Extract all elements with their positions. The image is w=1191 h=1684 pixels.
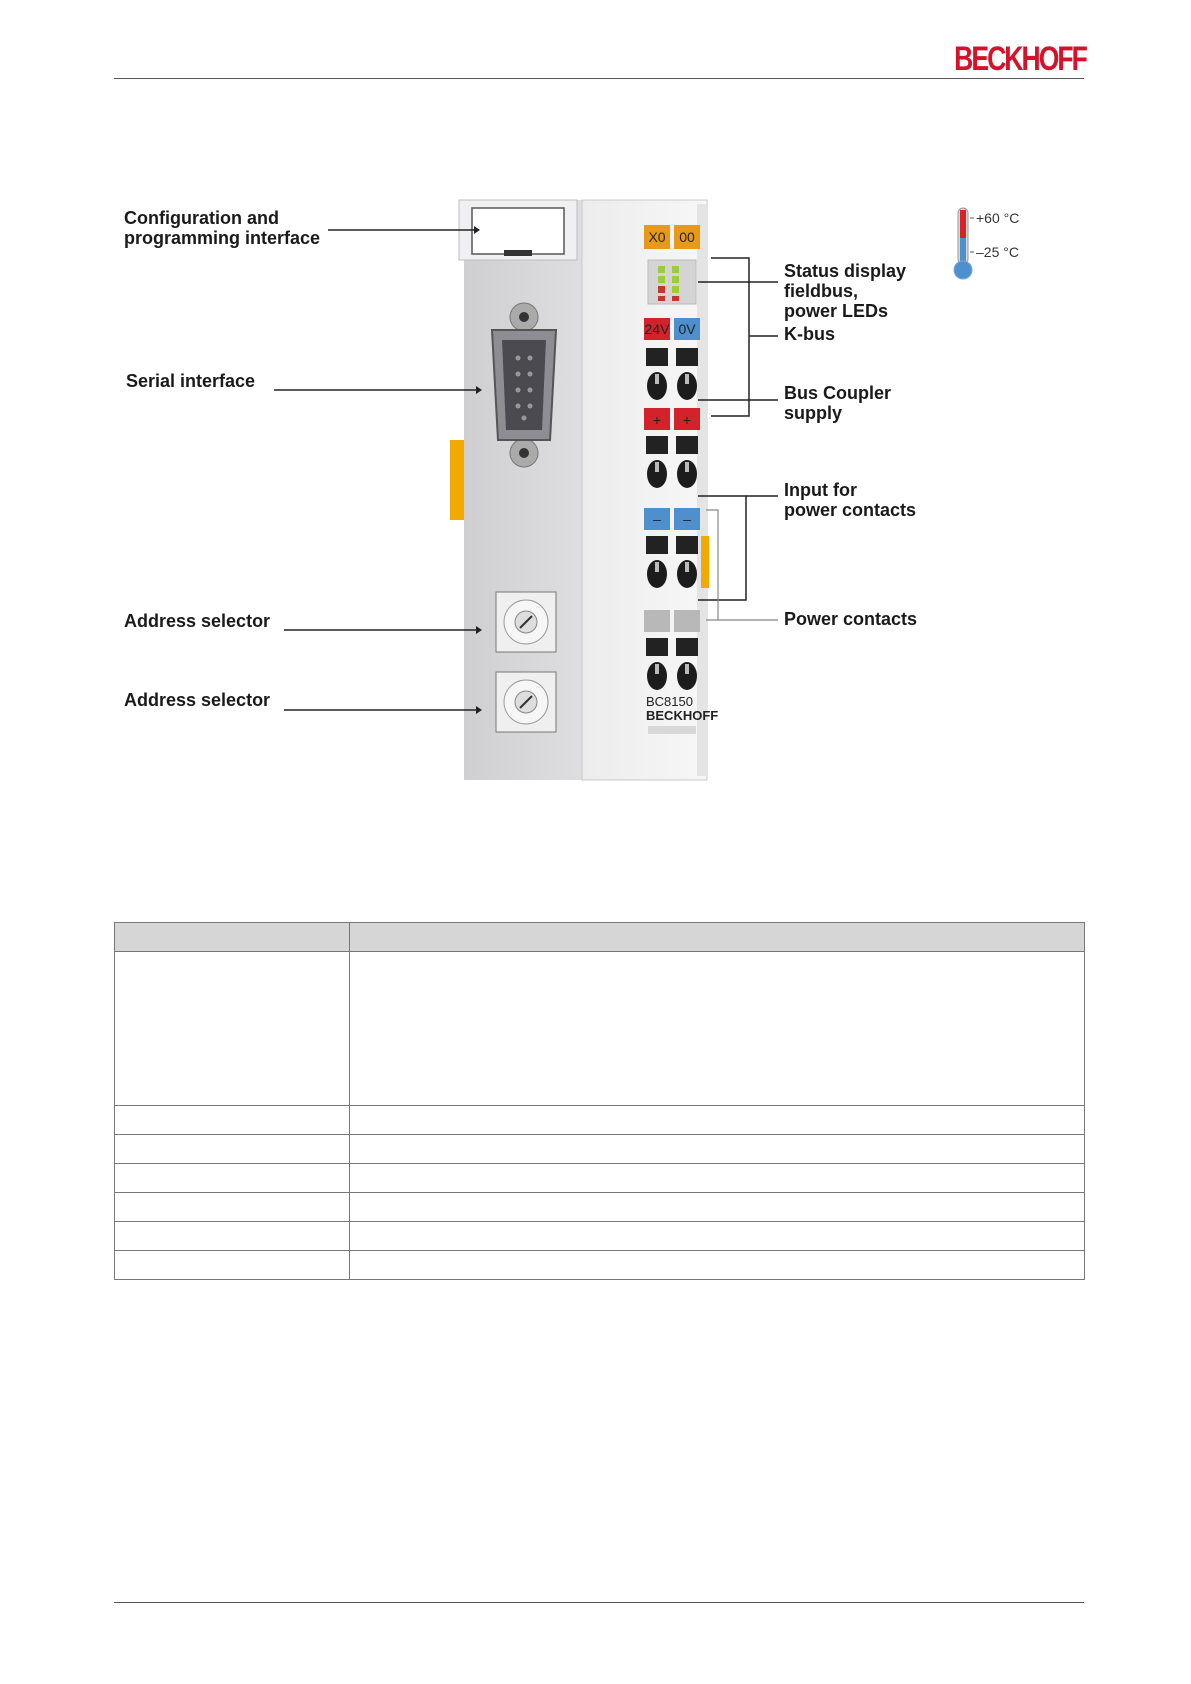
callout-status-line2: fieldbus,	[784, 281, 859, 301]
model-label: BC8150	[646, 694, 693, 709]
label-00: 00	[679, 229, 695, 245]
table-cell	[350, 1251, 1085, 1280]
bottom-slot	[648, 726, 696, 734]
temp-max-label: +60 °C	[976, 210, 1020, 226]
table-row	[115, 1251, 1085, 1280]
table-header-row	[115, 923, 1085, 952]
table-cell	[115, 1193, 350, 1222]
callout-serial: Serial interface	[126, 371, 256, 391]
label-minus-1: –	[653, 511, 661, 527]
temp-min-label: –25 °C	[976, 244, 1019, 260]
callout-coupler-line1: Bus Coupler	[784, 383, 892, 403]
table-cell	[350, 1106, 1085, 1135]
config-port	[472, 208, 564, 254]
footer-rule	[114, 1602, 1084, 1603]
table-cell	[350, 1193, 1085, 1222]
callout-coupler-line2: supply	[784, 403, 843, 423]
kbus-contacts	[697, 204, 707, 776]
callout-power-contacts: Power contacts	[784, 609, 918, 629]
pe-tag-2	[674, 610, 700, 632]
callout-config-line1: Configuration and	[124, 208, 279, 228]
table-cell	[350, 1222, 1085, 1251]
table-row	[115, 952, 1085, 1106]
device-figure	[114, 190, 1084, 790]
bc8150-illustration	[114, 190, 1084, 790]
table-header-cell	[350, 923, 1085, 952]
beckhoff-logo	[936, 40, 1086, 78]
address-selector-upper	[496, 592, 556, 652]
table-cell	[115, 1135, 350, 1164]
table-cell	[115, 1106, 350, 1135]
power-contact-strip	[701, 536, 709, 588]
config-port-slot	[504, 250, 532, 256]
table-row	[115, 1222, 1085, 1251]
bracket-power-contacts	[706, 510, 778, 620]
callout-status-line1: Status display	[784, 261, 907, 281]
table-row	[115, 1106, 1085, 1135]
pe-tag-1	[644, 610, 670, 632]
table-row	[115, 1193, 1085, 1222]
label-plus-2: +	[682, 412, 692, 428]
logo-text: BECKHOFF	[954, 39, 1086, 78]
callout-kbus: K-bus	[784, 324, 835, 344]
table-cell	[350, 1164, 1085, 1193]
table-cell	[115, 1164, 350, 1193]
label-minus-2: –	[683, 511, 691, 527]
header-rule	[114, 78, 1084, 79]
callout-input-line2: power contacts	[784, 500, 917, 520]
label-x0: X0	[648, 229, 666, 245]
table-cell	[350, 952, 1085, 1106]
label-plus-1: +	[652, 412, 662, 428]
callout-address-1: Address selector	[124, 611, 271, 631]
callout-address-2: Address selector	[124, 690, 271, 710]
table-row	[115, 1135, 1085, 1164]
spec-table	[114, 922, 1085, 1280]
address-selector-lower	[496, 672, 556, 732]
label-24v: 24V	[644, 321, 670, 337]
callout-input-line1: Input for	[784, 480, 857, 500]
brand-label: BECKHOFF	[646, 708, 719, 723]
table-cell	[115, 1251, 350, 1280]
thermometer-icon	[954, 208, 974, 279]
table-cell	[350, 1135, 1085, 1164]
table-header-cell	[115, 923, 350, 952]
callout-config-line2: programming interface	[124, 228, 321, 248]
table-cell	[115, 952, 350, 1106]
locking-clip	[450, 440, 464, 520]
label-0v: 0V	[678, 321, 696, 337]
callout-status-line3: power LEDs	[784, 301, 889, 321]
table-row	[115, 1164, 1085, 1193]
table-cell	[115, 1222, 350, 1251]
